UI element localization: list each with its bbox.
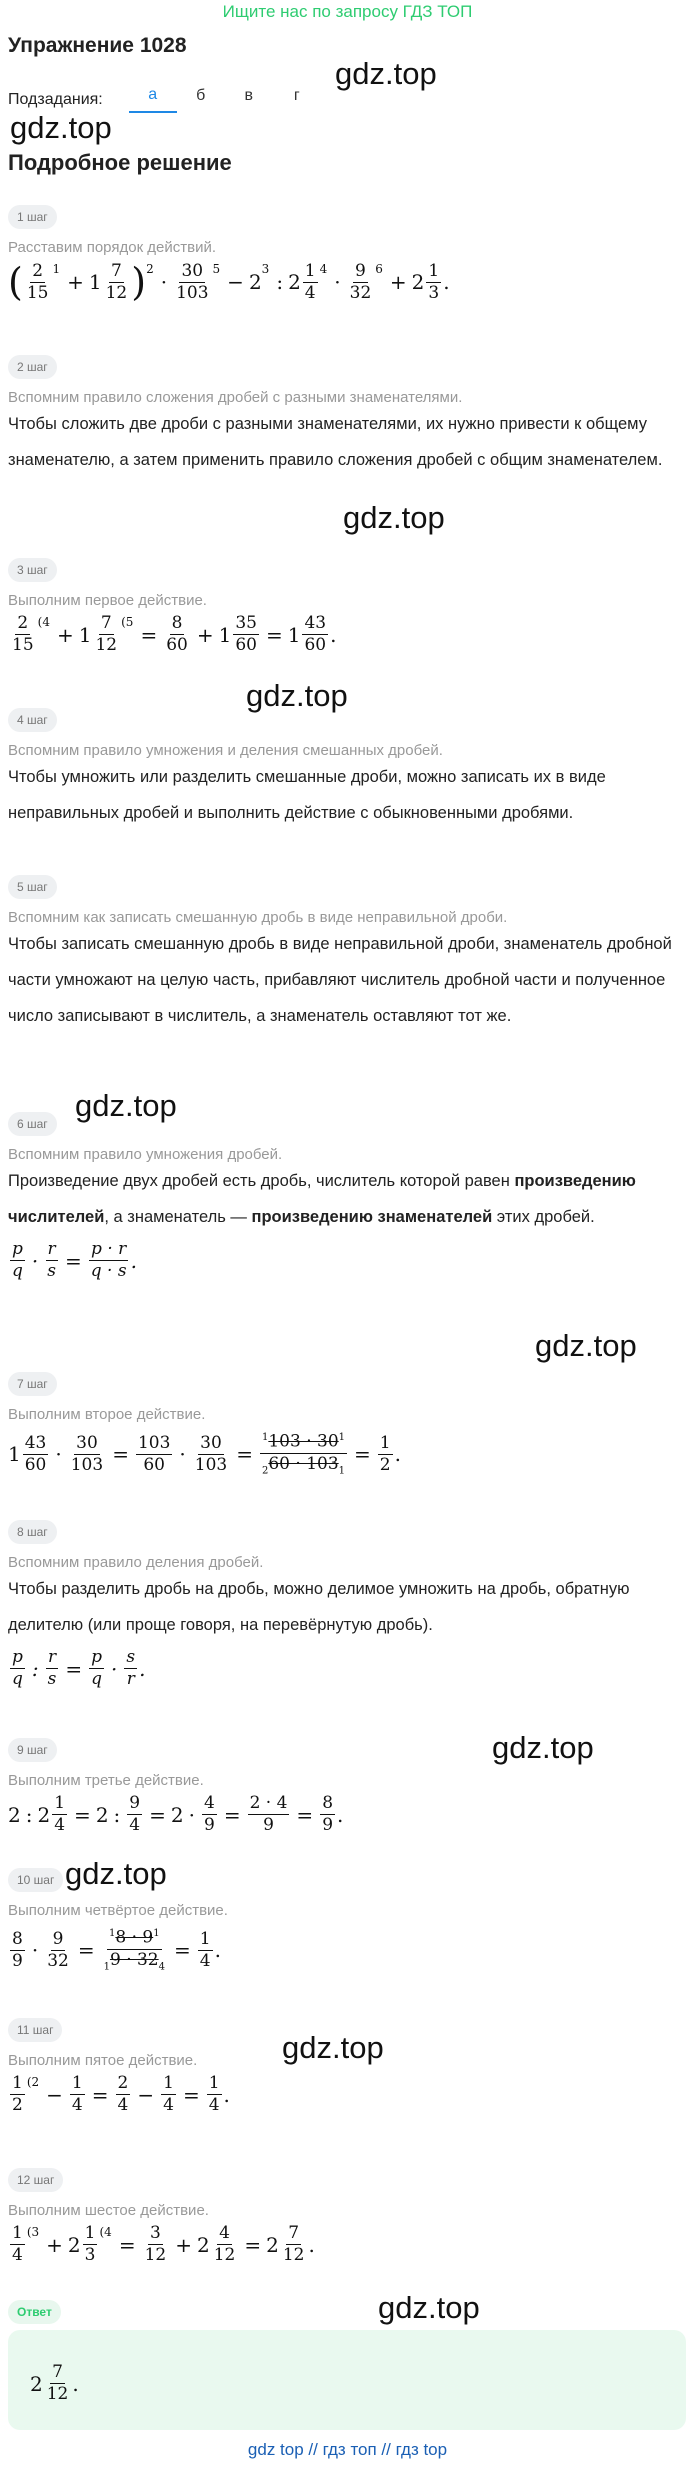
step-formula: 2 : 2 $\frac{1}{4}$ = 2 : $\frac{9}{4}$ = 2 · $\frac{4}{9}$ = $\frac{2 \cdot 4}{9}$ = $\frac{8}{9}$ . xyxy=(8,1793,344,1835)
answer-badge: Ответ xyxy=(8,2300,61,2324)
watermark: gdz.top xyxy=(75,1088,177,1123)
step-6 xyxy=(8,1112,688,1282)
step-hint: Вспомним как записать смешанную дробь в виде неправильной дроби. xyxy=(8,909,508,926)
step-text: Чтобы разделить дробь на дробь, можно делимое умножить на дробь, обратную делителю (или проще говоря, на перевёрнутую дробь). xyxy=(8,1580,630,1634)
solution-heading: Подробное решение xyxy=(8,150,232,175)
tab-b[interactable]: б xyxy=(196,87,206,104)
step-8 xyxy=(8,1520,688,1690)
subtasks-label: Подзадания: xyxy=(8,90,103,108)
watermark: gdz.top xyxy=(246,678,348,713)
step-hint: Выполним третье действие. xyxy=(8,1772,204,1789)
step-hint: Выполним четвёртое действие. xyxy=(8,1902,228,1919)
step-7 xyxy=(8,1372,688,1481)
top-banner xyxy=(0,0,695,22)
step-1 xyxy=(8,205,688,304)
step-formula: p q : $\frac{r}{s}$ = $\frac{p}{q}$ · s r . xyxy=(12,1647,146,1689)
step-11 xyxy=(8,2018,688,2116)
step-badge: 7 шаг xyxy=(8,1372,57,1396)
watermark: gdz.top xyxy=(378,2290,480,2325)
search-promo-link[interactable]: Ищите нас по запросу ГДЗ ТОП xyxy=(222,2,473,21)
step-12 xyxy=(8,2168,688,2266)
watermark: gdz.top xyxy=(10,110,112,145)
step-formula: ( 2 15 1 + 1 $\frac{7}{12}$ ) 2 · 30 103 5 − 2 3 : 2 1 4 4 · 9 32 6 + 2 $\frac{1}{3}$ . xyxy=(8,260,450,304)
subtasks-nav xyxy=(8,86,321,113)
step-badge: 3 шаг xyxy=(8,558,57,582)
watermark: gdz.top xyxy=(65,1856,167,1891)
step-formula: 1 43 60 · $\frac{30}{103}$ = $\frac{103}{60}$ · $\frac{30}{103}$ = $\frac{^1103 \cdot 30^1}{_260 \cdot 103_1}$ = $\frac{1}{2}$ . xyxy=(8,1427,688,1481)
step-hint: Выполним шестое действие. xyxy=(8,2202,209,2219)
step-text: Произведение двух дробей есть дробь, числитель которой равен произведению числителей, а знаменатель — произведению знаменателей этих дробей. xyxy=(8,1172,636,1226)
step-formula: p q · $\frac{r}{s}$ = $\frac{p \cdot r}{q \cdot s}$ . xyxy=(12,1239,137,1281)
step-badge: 12 шаг xyxy=(8,2168,63,2192)
step-hint: Выполним первое действие. xyxy=(8,592,207,609)
step-badge: 9 шаг xyxy=(8,1738,57,1762)
step-hint: Выполним пятое действие. xyxy=(8,2052,198,2069)
step-2 xyxy=(8,355,688,478)
step-badge: 8 шаг xyxy=(8,1520,57,1544)
watermark: gdz.top xyxy=(535,1328,637,1363)
tab-g[interactable]: г xyxy=(293,87,300,104)
step-hint: Вспомним правило умножения дробей. xyxy=(8,1146,283,1163)
footer-links[interactable]: gdz top // гдз топ // гдз top xyxy=(247,2440,448,2459)
step-badge: 4 шаг xyxy=(8,708,57,732)
step-hint: Вспомним правило умножения и деления смешанных дробей. xyxy=(8,742,443,759)
step-formula: 1 4 (3 + 2 $\frac{1}{3}$ (4 = $\frac{3}{12}$ + 2 $\frac{4}{12}$ = 2 $\frac{7}{12}$ . xyxy=(12,2223,315,2265)
step-badge: 1 шаг xyxy=(8,205,57,229)
step-5 xyxy=(8,875,688,1034)
step-badge: 6 шаг xyxy=(8,1112,57,1136)
step-hint: Вспомним правило деления дробей. xyxy=(8,1554,264,1571)
page-title: Упражнение 1028 xyxy=(8,34,187,57)
watermark: gdz.top xyxy=(492,1730,594,1765)
step-4 xyxy=(8,708,688,831)
step-9 xyxy=(8,1738,688,1836)
step-3 xyxy=(8,558,688,656)
answer-formula: 2 7 12 . xyxy=(30,2362,79,2404)
watermark: gdz.top xyxy=(282,2030,384,2065)
watermark: gdz.top xyxy=(343,500,445,535)
step-text: Чтобы записать смешанную дробь в виде неправильной дроби, знаменатель дробной части умножают на целую часть, прибавляют числитель дробной части и полученное число записывают в числитель, а знаменатель оставляют тот же. xyxy=(8,935,672,1025)
step-badge: 10 шаг xyxy=(8,1868,63,1892)
step-badge: 2 шаг xyxy=(8,355,57,379)
answer-label-wrap xyxy=(8,2300,688,2324)
step-hint: Вспомним правило сложения дробей с разными знаменателями. xyxy=(8,389,463,406)
step-badge: 11 шаг xyxy=(8,2018,62,2042)
step-text: Чтобы сложить две дроби с разными знаменателями, их нужно привести к общему знаменателю, а затем применить правило сложения дробей с общим знаменателем. xyxy=(8,415,663,469)
step-formula: 2 15 (4 + 1 $\frac{7}{12}$ (5 = $\frac{8}{60}$ + 1 $\frac{35}{60}$ = 1 $\frac{43}{60}$ . xyxy=(12,613,337,655)
tab-a[interactable]: а xyxy=(129,86,177,113)
step-hint: Расставим порядок действий. xyxy=(8,239,217,256)
step-badge: 5 шаг xyxy=(8,875,57,899)
step-text: Чтобы умножить или разделить смешанные дроби, можно записать их в виде неправильных дробей и выполнить действие с обыкновенными дробями. xyxy=(8,768,606,822)
tab-v[interactable]: в xyxy=(244,87,253,104)
step-formula: 1 2 (2 − $\frac{1}{4}$ = $\frac{2}{4}$ − $\frac{1}{4}$ = $\frac{1}{4}$ . xyxy=(12,2073,230,2115)
watermark: gdz.top xyxy=(335,56,437,91)
step-hint: Выполним второе действие. xyxy=(8,1406,206,1423)
answer-box xyxy=(8,2330,686,2430)
step-formula: 8 9 · $\frac{9}{32}$ = $\frac{^18 \cdot 9^1}{_19 \cdot 32_4}$ = $\frac{1}{4}$ . xyxy=(8,1923,688,1977)
step-10 xyxy=(8,1868,688,1977)
